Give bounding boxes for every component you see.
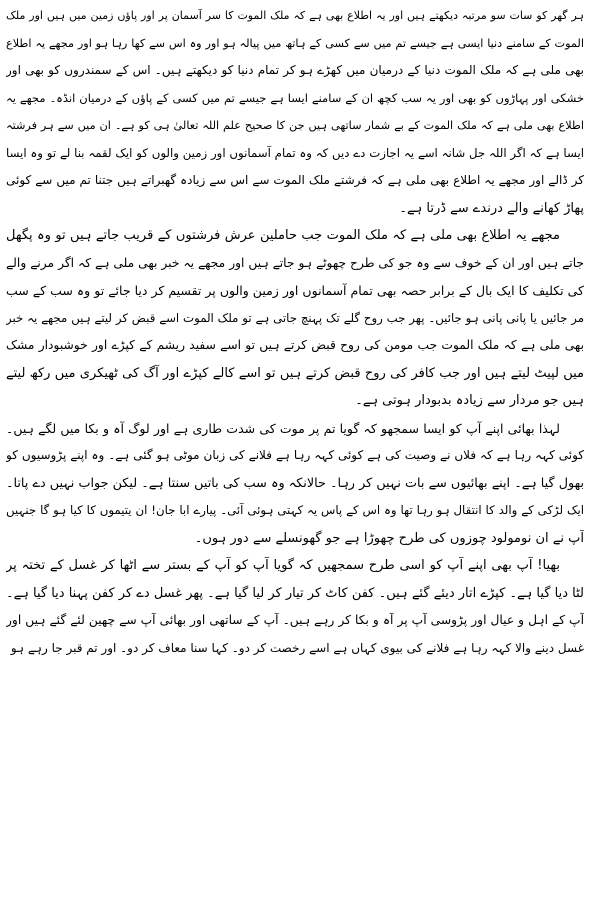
text-line: ایک لڑکی کے والد کا انتقال ہو رہا تھا وہ اس کے پاس یہ کہتی ہوئی آئی۔ پیارے ابا جان! ان یتیموں کا کیا ہو گا جنہیں xyxy=(6,503,584,517)
text-line: اطلاع بھی ملی ہے کہ ملک الموت کے بے شمار ساتھی ہیں جن کا صحیح علم اللہ تعالیٰ ہی کو ہے۔ ان میں سے ہر فرشتہ xyxy=(6,119,584,132)
text-line: غسل دینے والا کہہ رہا ہے فلانے کی بیوی کہاں ہے اسے رخصت کر دو۔ کہا سنا معاف کر دو۔ اور تم قبر جا رہے ہو xyxy=(10,640,584,655)
paragraph xyxy=(6,222,584,415)
text-line: ہر گھر کو سات سو مرتبہ دیکھتے ہیں اور یہ اطلاع بھی ہے کہ ملک الموت کا سر آسمان پر اور پاؤں زمین میں ہیں اور ملک xyxy=(6,9,584,22)
text-line: مجھے یہ اطلاع بھی ملی ہے کہ ملک الموت جب حاملین عرش فرشتوں کے قریب جاتے ہیں تو وہ پگھل xyxy=(6,228,560,243)
text-line: آپ نے ان نومولود چوزوں کی طرح چھوڑا ہے جو گھونسلے سے دور ہوں۔ xyxy=(194,530,584,546)
text-line: پھاڑ کھانے والے درندے سے ڈرتا ہے۔ xyxy=(399,200,584,216)
text-line: میں لپیٹ لیتے ہیں اور جب کافر کی روح قبض کرتے ہیں تو اسے کالے کپڑے اور آگ کی ٹھیکری میں رکھ لیتے xyxy=(6,365,584,381)
text-line: جاتے ہیں اور ان کے خوف سے وہ جو کی طرح چھوٹے ہو جاتے ہیں اور مجھے یہ خبر بھی ملی ہے کہ اگر مرنے والے xyxy=(6,255,584,270)
text-line: بھیا! آپ بھی اپنے آپ کو اسی طرح سمجھیں کہ گویا آپ کو آپ کے بستر سے اٹھا کر غسل کے تختہ پر xyxy=(6,558,560,573)
paragraph xyxy=(6,552,584,662)
text-line: مر جائیں یا پانی پانی ہو جائیں۔ پھر جب روح گلے تک پہنچ جاتی ہے تو ملک الموت اسے قبض کر لیتے ہیں مجھے یہ خبر xyxy=(6,310,584,325)
text-line: آپ کے اہل و عیال اور پڑوسی آپ پر آہ و بکا کر رہے ہیں۔ آپ کے ساتھی اور بھائی آپ سے چھین لئے گئے ہیں اور xyxy=(6,613,584,627)
text-line: کر ڈالے اور مجھے یہ اطلاع بھی ملی ہے کہ فرشتے ملک الموت سے اس سے زیادہ گھبراتے ہیں جتنا تم میں سے کوئی xyxy=(6,173,584,187)
text-line: بھول گیا ہے۔ اپنے بھائیوں سے بات نہیں کر رہا۔ حالانکہ وہ سب کی باتیں سنتا ہے۔ لیکن جواب نہیں دے پاتا۔ xyxy=(6,475,584,491)
text-line: بھی ملی ہے کہ ملک الموت دنیا کے درمیان میں کھڑے ہو کر تمام دنیا کو دیکھتے ہیں۔ اس کے سمندروں کو بھی اور xyxy=(6,63,584,77)
text-line: کی تکلیف کا ایک بال کے برابر حصہ بھی تمام آسمانوں اور زمین والوں پر تقسیم کر دیا جائے تو وہ سب کے سب xyxy=(6,283,584,298)
text-line: کوئی کہہ رہا ہے کہ فلاں نے وصیت کی ہے کوئی کہہ رہا ہے فلانے کی زبان موٹی ہو گئی ہے۔ وہ اپنے پڑوسیوں کو xyxy=(6,448,584,462)
text-line: ایسا ہے کہ اگر اللہ جل شانہ اسے یہ اجازت دے دیں کہ وہ تمام آسمانوں اور زمین والوں کو ایک لقمہ بنا لے تو وہ ایسا xyxy=(6,145,584,160)
text-line: لہذا بھائی اپنے آپ کو ایسا سمجھو کہ گویا تم پر موت کی شدت طاری ہے اور لوگ آہ و بکا میں لگے ہیں۔ xyxy=(6,420,560,436)
text-line: لٹا دیا گیا ہے۔ کپڑے اتار دیئے گئے ہیں۔ کفن کاٹ کر تیار کر لیا گیا ہے۔ پھر غسل دے کر کفن پہنا دیا گیا ہے۔ xyxy=(6,585,584,601)
text-line: الموت کے سامنے دنیا ایسی ہے جیسے تم میں سے کسی کے ہاتھ میں پیالہ ہو اور وہ اس سے کھا رہا ہو اور مجھے یہ اطلاع xyxy=(6,36,584,50)
paragraph xyxy=(6,415,584,553)
text-line: ہیں جو مردار سے زیادہ بدبودار ہوتی ہے۔ xyxy=(355,393,584,408)
text-line: خشکی اور پہاڑوں کو بھی اور یہ سب کچھ ان کے سامنے ایسا ہے جیسے تم میں کسی کے پاؤں کے درمیان انڈہ۔ مجھے یہ xyxy=(6,90,584,105)
text-line: بھی ملی ہے کہ ملک الموت جب مومن کی روح قبض کرتے ہیں تو اسے سفید ریشم کے کپڑے اور خوشبودار مشک xyxy=(6,338,584,352)
paragraph xyxy=(6,2,584,222)
